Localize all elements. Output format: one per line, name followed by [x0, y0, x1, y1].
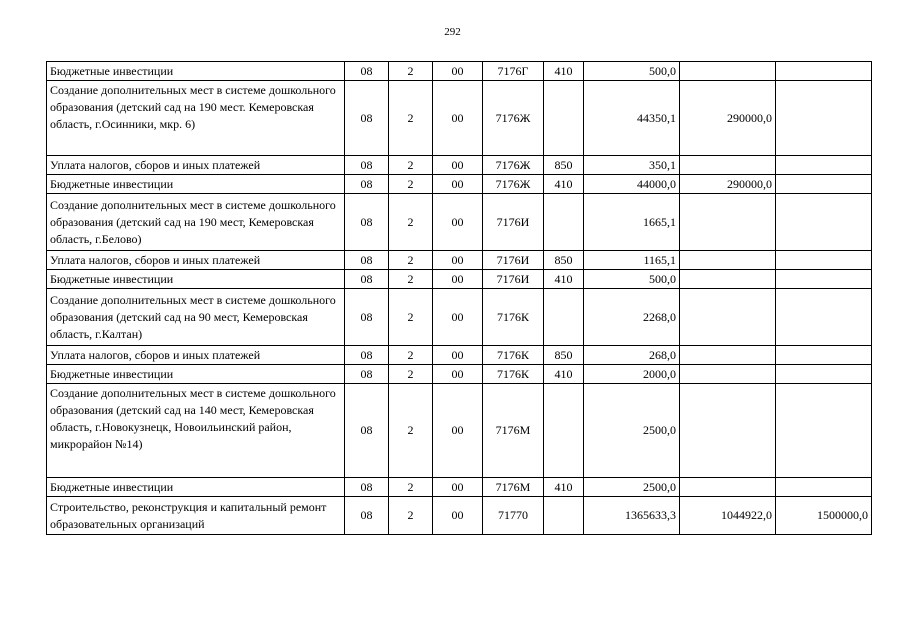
subsection-code: 2 [389, 270, 433, 289]
item-name: Создание дополнительных мест в системе дошкольного образования (детский сад на 190 мест, Кемеровская область, г.Белово) [47, 194, 345, 251]
expense-type-code: 410 [544, 62, 584, 81]
subsection-code: 2 [389, 365, 433, 384]
table-row [47, 251, 872, 270]
section-code: 08 [345, 289, 389, 346]
amount-year-2 [680, 346, 776, 365]
table-row [47, 497, 872, 535]
amount-year-2 [680, 365, 776, 384]
program-code: 00 [433, 62, 483, 81]
program-code: 00 [433, 270, 483, 289]
target-code: 7176К [483, 365, 544, 384]
target-code: 7176И [483, 270, 544, 289]
amount-year-3 [776, 194, 872, 251]
program-code: 00 [433, 365, 483, 384]
section-code: 08 [345, 346, 389, 365]
item-name: Бюджетные инвестиции [47, 270, 345, 289]
expense-type-code [544, 194, 584, 251]
subsection-code: 2 [389, 175, 433, 194]
table-row [47, 365, 872, 384]
subsection-code: 2 [389, 384, 433, 478]
item-name: Уплата налогов, сборов и иных платежей [47, 156, 345, 175]
amount-year-1: 2500,0 [584, 478, 680, 497]
expense-type-code: 410 [544, 365, 584, 384]
table-row [47, 194, 872, 251]
amount-year-2: 290000,0 [680, 81, 776, 156]
section-code: 08 [345, 497, 389, 535]
amount-year-1: 1665,1 [584, 194, 680, 251]
target-code: 7176И [483, 251, 544, 270]
target-code: 7176Ж [483, 81, 544, 156]
amount-year-2: 1044922,0 [680, 497, 776, 535]
amount-year-1: 350,1 [584, 156, 680, 175]
table-row [47, 384, 872, 478]
table-row [47, 478, 872, 497]
amount-year-3: 1500000,0 [776, 497, 872, 535]
expense-type-code [544, 289, 584, 346]
expense-type-code [544, 384, 584, 478]
target-code: 7176К [483, 346, 544, 365]
amount-year-1: 500,0 [584, 270, 680, 289]
amount-year-2 [680, 289, 776, 346]
subsection-code: 2 [389, 478, 433, 497]
target-code: 7176К [483, 289, 544, 346]
subsection-code: 2 [389, 251, 433, 270]
subsection-code: 2 [389, 497, 433, 535]
subsection-code: 2 [389, 62, 433, 81]
amount-year-3 [776, 175, 872, 194]
program-code: 00 [433, 156, 483, 175]
amount-year-2 [680, 194, 776, 251]
amount-year-3 [776, 62, 872, 81]
program-code: 00 [433, 289, 483, 346]
page-number: 292 [444, 26, 461, 38]
item-name: Создание дополнительных мест в системе дошкольного образования (детский сад на 140 мест, Кемеровская область, г.Новокузнецк, Новоильинский район, микрорайон №14) [47, 384, 345, 478]
program-code: 00 [433, 194, 483, 251]
item-name: Бюджетные инвестиции [47, 478, 345, 497]
amount-year-2: 290000,0 [680, 175, 776, 194]
item-name: Бюджетные инвестиции [47, 62, 345, 81]
section-code: 08 [345, 62, 389, 81]
item-name: Уплата налогов, сборов и иных платежей [47, 346, 345, 365]
program-code: 00 [433, 497, 483, 535]
amount-year-1: 44350,1 [584, 81, 680, 156]
amount-year-1: 44000,0 [584, 175, 680, 194]
expense-type-code: 850 [544, 156, 584, 175]
item-name: Уплата налогов, сборов и иных платежей [47, 251, 345, 270]
amount-year-1: 2000,0 [584, 365, 680, 384]
amount-year-3 [776, 251, 872, 270]
budget-table [46, 61, 872, 535]
subsection-code: 2 [389, 346, 433, 365]
amount-year-1: 2500,0 [584, 384, 680, 478]
amount-year-2 [680, 478, 776, 497]
program-code: 00 [433, 478, 483, 497]
table-row [47, 62, 872, 81]
amount-year-3 [776, 156, 872, 175]
section-code: 08 [345, 175, 389, 194]
target-code: 7176М [483, 478, 544, 497]
section-code: 08 [345, 81, 389, 156]
amount-year-3 [776, 289, 872, 346]
section-code: 08 [345, 156, 389, 175]
amount-year-2 [680, 384, 776, 478]
target-code: 7176Г [483, 62, 544, 81]
program-code: 00 [433, 384, 483, 478]
item-name: Создание дополнительных мест в системе дошкольного образования (детский сад на 90 мест, Кемеровская область, г.Калтан) [47, 289, 345, 346]
section-code: 08 [345, 384, 389, 478]
section-code: 08 [345, 251, 389, 270]
program-code: 00 [433, 251, 483, 270]
amount-year-3 [776, 365, 872, 384]
subsection-code: 2 [389, 194, 433, 251]
subsection-code: 2 [389, 81, 433, 156]
amount-year-2 [680, 62, 776, 81]
section-code: 08 [345, 270, 389, 289]
expense-type-code: 410 [544, 175, 584, 194]
target-code: 7176И [483, 194, 544, 251]
amount-year-2 [680, 270, 776, 289]
section-code: 08 [345, 194, 389, 251]
expense-type-code [544, 497, 584, 535]
table-row [47, 175, 872, 194]
section-code: 08 [345, 365, 389, 384]
target-code: 7176М [483, 384, 544, 478]
amount-year-1: 2268,0 [584, 289, 680, 346]
item-name: Бюджетные инвестиции [47, 175, 345, 194]
expense-type-code: 850 [544, 346, 584, 365]
expense-type-code: 410 [544, 270, 584, 289]
amount-year-1: 1165,1 [584, 251, 680, 270]
amount-year-3 [776, 478, 872, 497]
amount-year-3 [776, 270, 872, 289]
program-code: 00 [433, 81, 483, 156]
subsection-code: 2 [389, 156, 433, 175]
item-name: Создание дополнительных мест в системе дошкольного образования (детский сад на 190 мест. Кемеровская область, г.Осинники, мкр. 6) [47, 81, 345, 156]
subsection-code: 2 [389, 289, 433, 346]
target-code: 7176Ж [483, 175, 544, 194]
table-row [47, 81, 872, 156]
table-row [47, 156, 872, 175]
expense-type-code [544, 81, 584, 156]
program-code: 00 [433, 175, 483, 194]
program-code: 00 [433, 346, 483, 365]
table-row [47, 270, 872, 289]
amount-year-1: 268,0 [584, 346, 680, 365]
amount-year-1: 1365633,3 [584, 497, 680, 535]
amount-year-3 [776, 81, 872, 156]
item-name: Строительство, реконструкция и капитальный ремонт образовательных организаций [47, 497, 345, 535]
amount-year-2 [680, 251, 776, 270]
expense-type-code: 410 [544, 478, 584, 497]
target-code: 7176Ж [483, 156, 544, 175]
expense-type-code: 850 [544, 251, 584, 270]
target-code: 71770 [483, 497, 544, 535]
table-row [47, 289, 872, 346]
item-name: Бюджетные инвестиции [47, 365, 345, 384]
table-row [47, 346, 872, 365]
amount-year-1: 500,0 [584, 62, 680, 81]
amount-year-2 [680, 156, 776, 175]
amount-year-3 [776, 384, 872, 478]
section-code: 08 [345, 478, 389, 497]
amount-year-3 [776, 346, 872, 365]
